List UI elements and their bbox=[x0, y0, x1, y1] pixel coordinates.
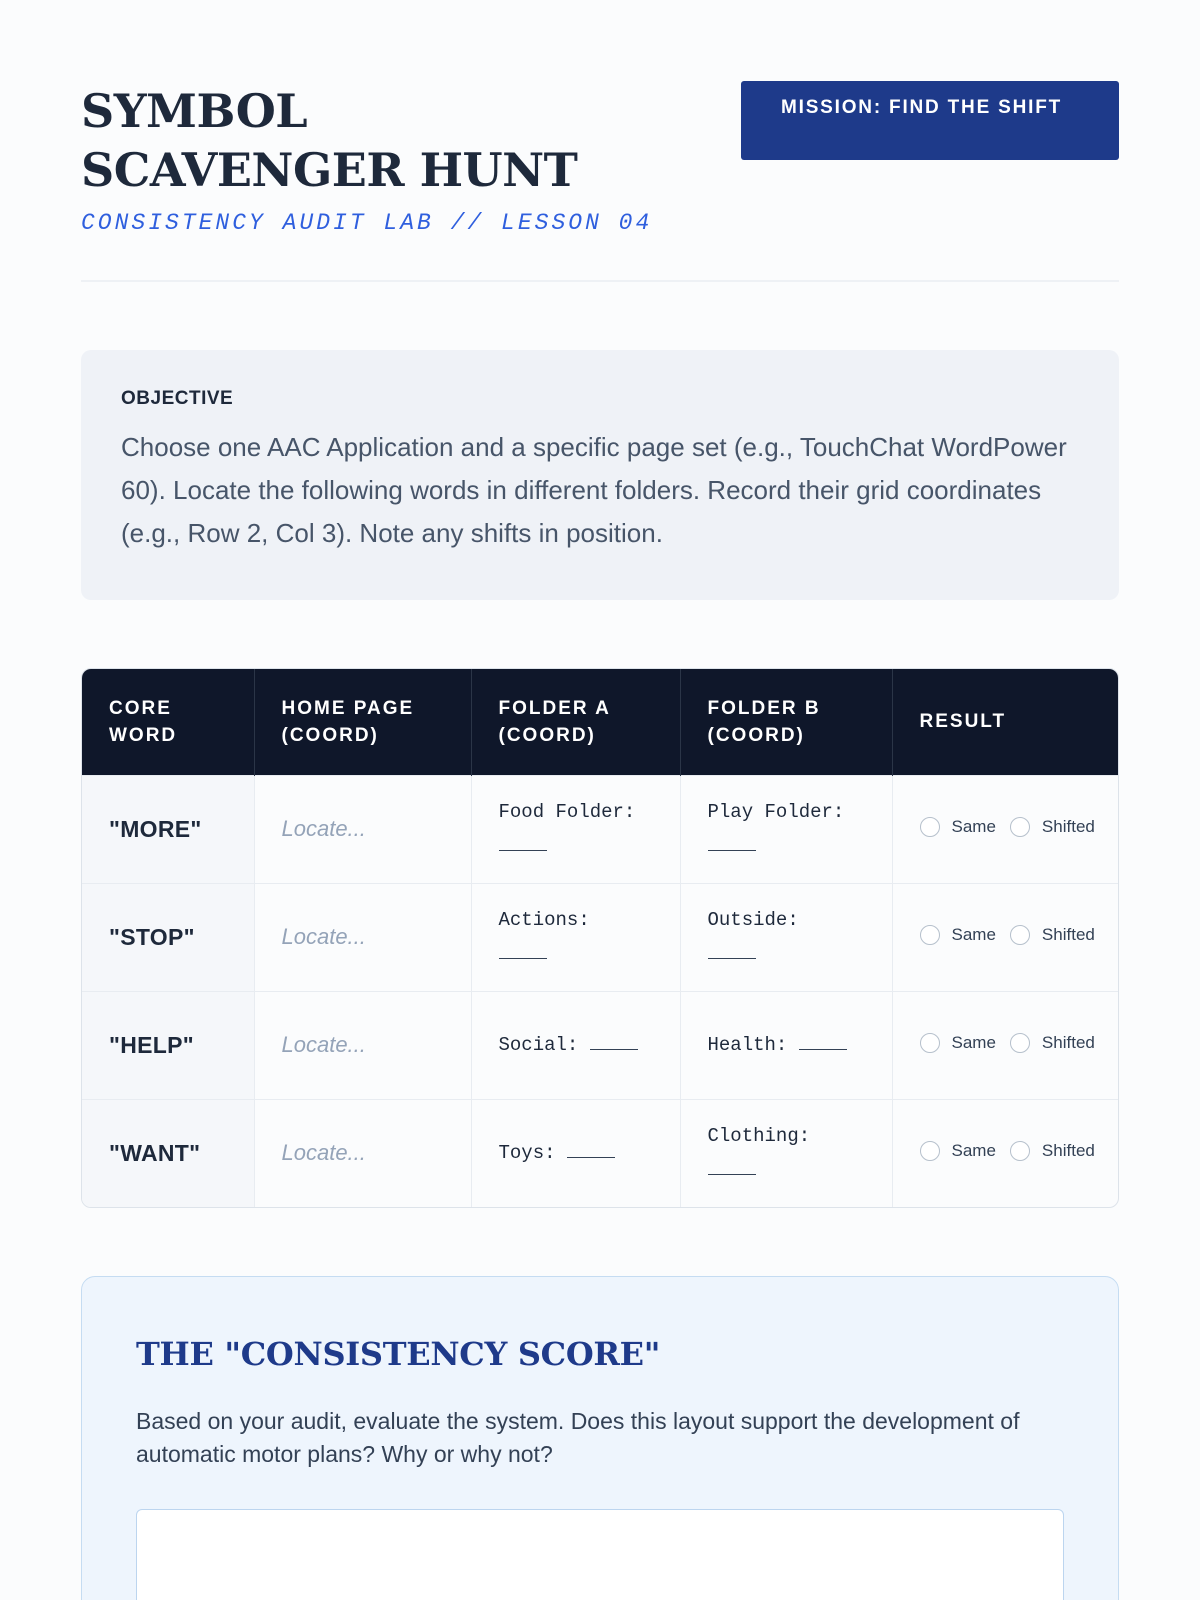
result-cell bbox=[892, 775, 1119, 883]
folder-b-label: Health: bbox=[707, 1034, 788, 1056]
score-answer-field[interactable] bbox=[136, 1509, 1064, 1600]
page-title: SYMBOL SCAVENGER HUNT bbox=[81, 84, 578, 197]
home-page-cell[interactable] bbox=[254, 775, 471, 883]
folder-a-blank[interactable] bbox=[590, 1030, 638, 1050]
mission-badge: MISSION: FIND THE SHIFT bbox=[741, 81, 1119, 160]
same-radio[interactable] bbox=[920, 1141, 940, 1161]
column-header-home-page: HOME PAGE (COORD) bbox=[254, 669, 471, 775]
result-cell bbox=[892, 991, 1119, 1099]
shifted-label: Shifted bbox=[1041, 816, 1095, 836]
home-page-cell[interactable] bbox=[254, 1099, 471, 1207]
folder-a-cell[interactable] bbox=[471, 991, 680, 1099]
core-word: "MORE" bbox=[109, 815, 202, 842]
result-shifted-option[interactable] bbox=[1010, 1141, 1095, 1161]
folder-a-blank[interactable] bbox=[499, 831, 547, 851]
table-header-row bbox=[82, 669, 1119, 775]
shifted-radio[interactable] bbox=[1010, 925, 1030, 945]
folder-a-label: Food Folder: bbox=[498, 801, 636, 823]
same-label: Same bbox=[951, 1140, 996, 1160]
folder-b-blank[interactable] bbox=[708, 1155, 756, 1175]
folder-b-label: Play Folder: bbox=[707, 801, 845, 823]
score-prompt: Based on your audit, evaluate the system. Does this layout support the development of automatic motor plans? Why or why not? bbox=[136, 1408, 1020, 1467]
folder-a-label: Social: bbox=[498, 1034, 579, 1056]
objective-text: Choose one AAC Application and a specific page set (e.g., TouchChat WordPower 60). Locate the following words in different folders. Record their grid coordinates (e.g., Row 2, Col 3). Note any shifts in position. bbox=[121, 432, 1067, 548]
shifted-label: Shifted bbox=[1041, 924, 1095, 944]
folder-b-cell[interactable] bbox=[680, 775, 892, 883]
same-radio[interactable] bbox=[920, 817, 940, 837]
header bbox=[81, 0, 1119, 282]
folder-a-blank[interactable] bbox=[567, 1138, 615, 1158]
folder-b-blank[interactable] bbox=[799, 1030, 847, 1050]
shifted-label: Shifted bbox=[1041, 1032, 1095, 1052]
same-label: Same bbox=[951, 1032, 996, 1052]
result-shifted-option[interactable] bbox=[1010, 925, 1095, 945]
same-radio[interactable] bbox=[920, 1033, 940, 1053]
core-word-cell bbox=[82, 775, 254, 883]
folder-b-blank[interactable] bbox=[708, 831, 756, 851]
home-page-cell[interactable] bbox=[254, 991, 471, 1099]
result-shifted-option[interactable] bbox=[1010, 1033, 1095, 1053]
table-row bbox=[82, 883, 1119, 991]
shifted-label: Shifted bbox=[1041, 1140, 1095, 1160]
core-word-cell bbox=[82, 883, 254, 991]
result-same-option[interactable] bbox=[920, 1033, 996, 1053]
shifted-radio[interactable] bbox=[1010, 1141, 1030, 1161]
folder-a-cell[interactable] bbox=[471, 883, 680, 991]
core-word-cell bbox=[82, 1099, 254, 1207]
score-title: THE "CONSISTENCY SCORE" bbox=[136, 1335, 661, 1373]
table-row bbox=[82, 991, 1119, 1099]
folder-b-label: Outside: bbox=[707, 909, 799, 931]
folder-a-cell[interactable] bbox=[471, 775, 680, 883]
core-word: "WANT" bbox=[109, 1139, 201, 1166]
folder-b-cell[interactable] bbox=[680, 883, 892, 991]
core-word: "HELP" bbox=[109, 1031, 194, 1058]
home-page-placeholder: Locate... bbox=[281, 1140, 366, 1166]
folder-b-blank[interactable] bbox=[708, 939, 756, 959]
folder-b-label: Clothing: bbox=[707, 1125, 811, 1148]
folder-b-cell[interactable] bbox=[680, 991, 892, 1099]
column-header-folder-b: FOLDER B (COORD) bbox=[680, 669, 892, 775]
folder-a-label: Toys: bbox=[498, 1142, 556, 1165]
same-radio[interactable] bbox=[920, 925, 940, 945]
folder-a-label: Actions: bbox=[498, 909, 590, 931]
objective-box bbox=[81, 350, 1119, 600]
result-same-option[interactable] bbox=[920, 817, 996, 837]
shifted-radio[interactable] bbox=[1010, 817, 1030, 837]
column-header-result: RESULT bbox=[892, 669, 1119, 775]
result-cell bbox=[892, 1099, 1119, 1207]
consistency-score-card bbox=[81, 1276, 1119, 1600]
home-page-cell[interactable] bbox=[254, 883, 471, 991]
same-label: Same bbox=[951, 816, 996, 836]
folder-b-cell[interactable] bbox=[680, 1099, 892, 1207]
home-page-placeholder: Locate... bbox=[281, 924, 366, 949]
table-row bbox=[82, 1099, 1119, 1207]
objective-label: OBJECTIVE bbox=[121, 388, 234, 409]
shifted-radio[interactable] bbox=[1010, 1033, 1030, 1053]
result-cell bbox=[892, 883, 1119, 991]
core-word: "STOP" bbox=[109, 923, 195, 950]
folder-a-cell[interactable] bbox=[471, 1099, 680, 1207]
home-page-placeholder: Locate... bbox=[281, 1032, 366, 1057]
folder-a-blank[interactable] bbox=[499, 939, 547, 959]
home-page-placeholder: Locate... bbox=[281, 816, 366, 841]
result-same-option[interactable] bbox=[920, 925, 996, 945]
same-label: Same bbox=[951, 924, 996, 944]
core-word-cell bbox=[82, 991, 254, 1099]
result-shifted-option[interactable] bbox=[1010, 817, 1095, 837]
column-header-core-word: CORE WORD bbox=[82, 669, 254, 775]
result-same-option[interactable] bbox=[920, 1141, 996, 1161]
column-header-folder-a: FOLDER A (COORD) bbox=[471, 669, 680, 775]
table-row bbox=[82, 775, 1119, 883]
page-subtitle: CONSISTENCY AUDIT LAB // LESSON 04 bbox=[81, 210, 653, 236]
audit-table bbox=[81, 668, 1119, 1208]
